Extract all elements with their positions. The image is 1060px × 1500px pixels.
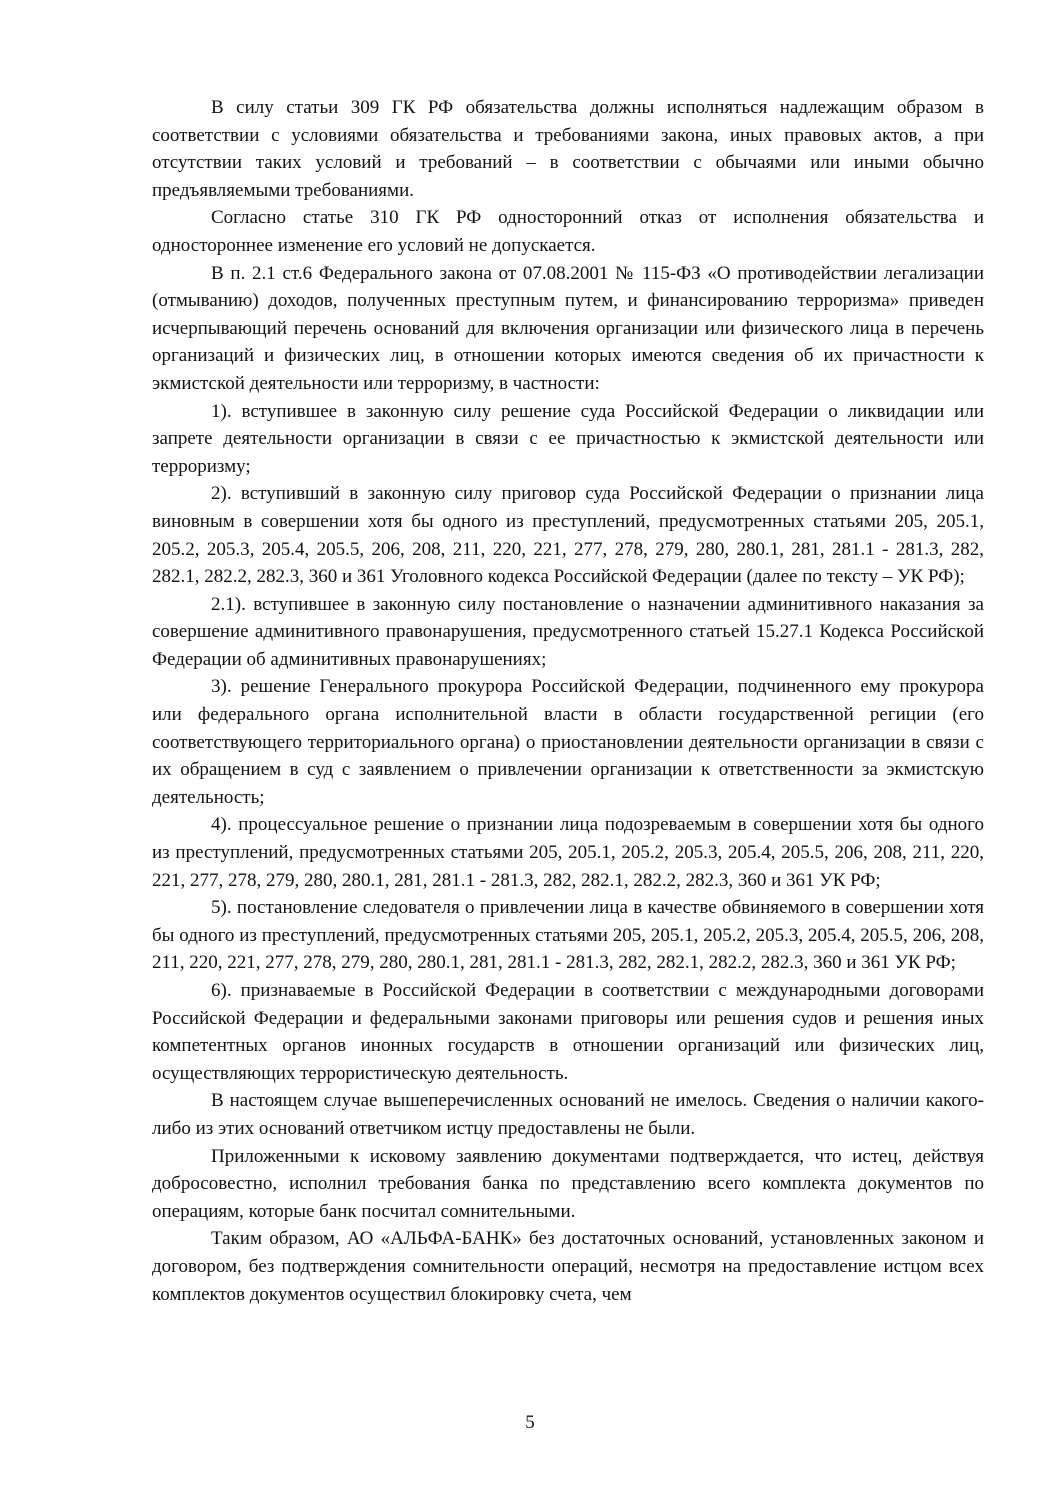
paragraph-article-309: В силу статьи 309 ГК РФ обязательства должны исполняться надлежащим образом в соответствии с условиями обязательства и требованиями закона, иных правовых актов, а при отсутствии таких условий и требований – в соответствии с обычаями или иными обычно предъявляемыми требованиями. [152,97,984,201]
document-body [152,94,984,1308]
list-item-1: 1). вступившее в законную силу решение суда Российской Федерации о ликвидации или запрете деятельности организации в связи с ее причастностью к экмистской деятельности или терроризму; [152,400,984,477]
list-item-3: 3). решение Генерального прокурора Российской Федерации, подчиненного ему прокурора или федерального органа исполнительной власти в области государственной региции (его соответствующего территориального органа) о приостановлении деятельности организации в связи с их обращением в суд с заявлением о привлечении организации к ответственности за экмистскую деятельность; [152,676,984,808]
paragraph-article-310: Согласно статье 310 ГК РФ односторонний отказ от исполнения обязательства и одностороннее изменение его условий не допускается. [152,207,984,256]
paragraph-law-115-fz: В п. 2.1 ст.6 Федерального закона от 07.08.2001 № 115-ФЗ «О противодействии легализации (отмыванию) доходов, полученных преступным путем, и финансированию терроризма» приведен исчерпывающий перечень оснований для включения организации или физического лица в перечень организаций и физических лиц, в отношении которых имеются сведения об их причастности к экмистской деятельности или терроризму, в частности: [152,262,984,394]
page-number: 5 [525,1412,535,1433]
list-item-2-1: 2.1). вступившее в законную силу постановление о назначении админитивного наказания за совершение админитивного правонарушения, предусмотренного статьей 15.27.1 Кодекса Российской Федерации об админитивных правонарушениях; [152,593,984,670]
paragraph-documents-attached: Приложенными к исковому заявлению документами подтверждается, что истец, действуя добросовестно, исполнил требования банка по представлению всего комплекта документов по операциям, которые банк посчитал сомнительными. [152,1145,984,1222]
paragraph-no-grounds: В настоящем случае вышеперечисленных оснований не имелось. Сведения о наличии какого-либо из этих оснований ответчиком истцу предоставлены не были. [152,1090,984,1139]
list-item-2: 2). вступивший в законную силу приговор суда Российской Федерации о признании лица виновным в совершении хотя бы одного из преступлений, предусмотренных статьями 205, 205.1, 205.2, 205.3, 205.4, 205.5, 206, 208, 211, 220, 221, 277, 278, 279, 280, 280.1, 281, 281.1 - 281.3, 282, 282.1, 282.2, 282.3, 360 и 361 Уголовного кодекса Российской Федерации (далее по тексту – УК РФ); [152,483,984,588]
list-item-6: 6). признаваемые в Российской Федерации в соответствии с международными договорами Российской Федерации и федеральными законами приговоры или решения судов и решения иных компетентных органов инонных государств в отношении организаций или физических лиц, осуществляющих террористическую деятельность. [152,980,984,1084]
list-item-5: 5). постановление следователя о привлечении лица в качестве обвиняемого в совершении хотя бы одного из преступлений, предусмотренных статьями 205, 205.1, 205.2, 205.3, 205.4, 205.5, 206, 208, 211, 220, 221, 277, 278, 279, 280, 280.1, 281, 281.1 - 281.3, 282, 282.1, 282.2, 282.3, 360 и 361 УК РФ; [152,897,984,974]
paragraph-conclusion: Таким образом, АО «АЛЬФА-БАНК» без достаточных оснований, установленных законом и договором, без подтверждения сомнительности операций, несмотря на предоставление истцом всех комплектов документов осуществил блокировку счета, чем [152,1228,984,1305]
list-item-4: 4). процессуальное решение о признании лица подозреваемым в совершении хотя бы одного из преступлений, предусмотренных статьями 205, 205.1, 205.2, 205.3, 205.4, 205.5, 206, 208, 211, 220, 221, 277, 278, 279, 280, 280.1, 281, 281.1 - 281.3, 282, 282.1, 282.2, 282.3, 360 и 361 УК РФ; [152,814,984,891]
